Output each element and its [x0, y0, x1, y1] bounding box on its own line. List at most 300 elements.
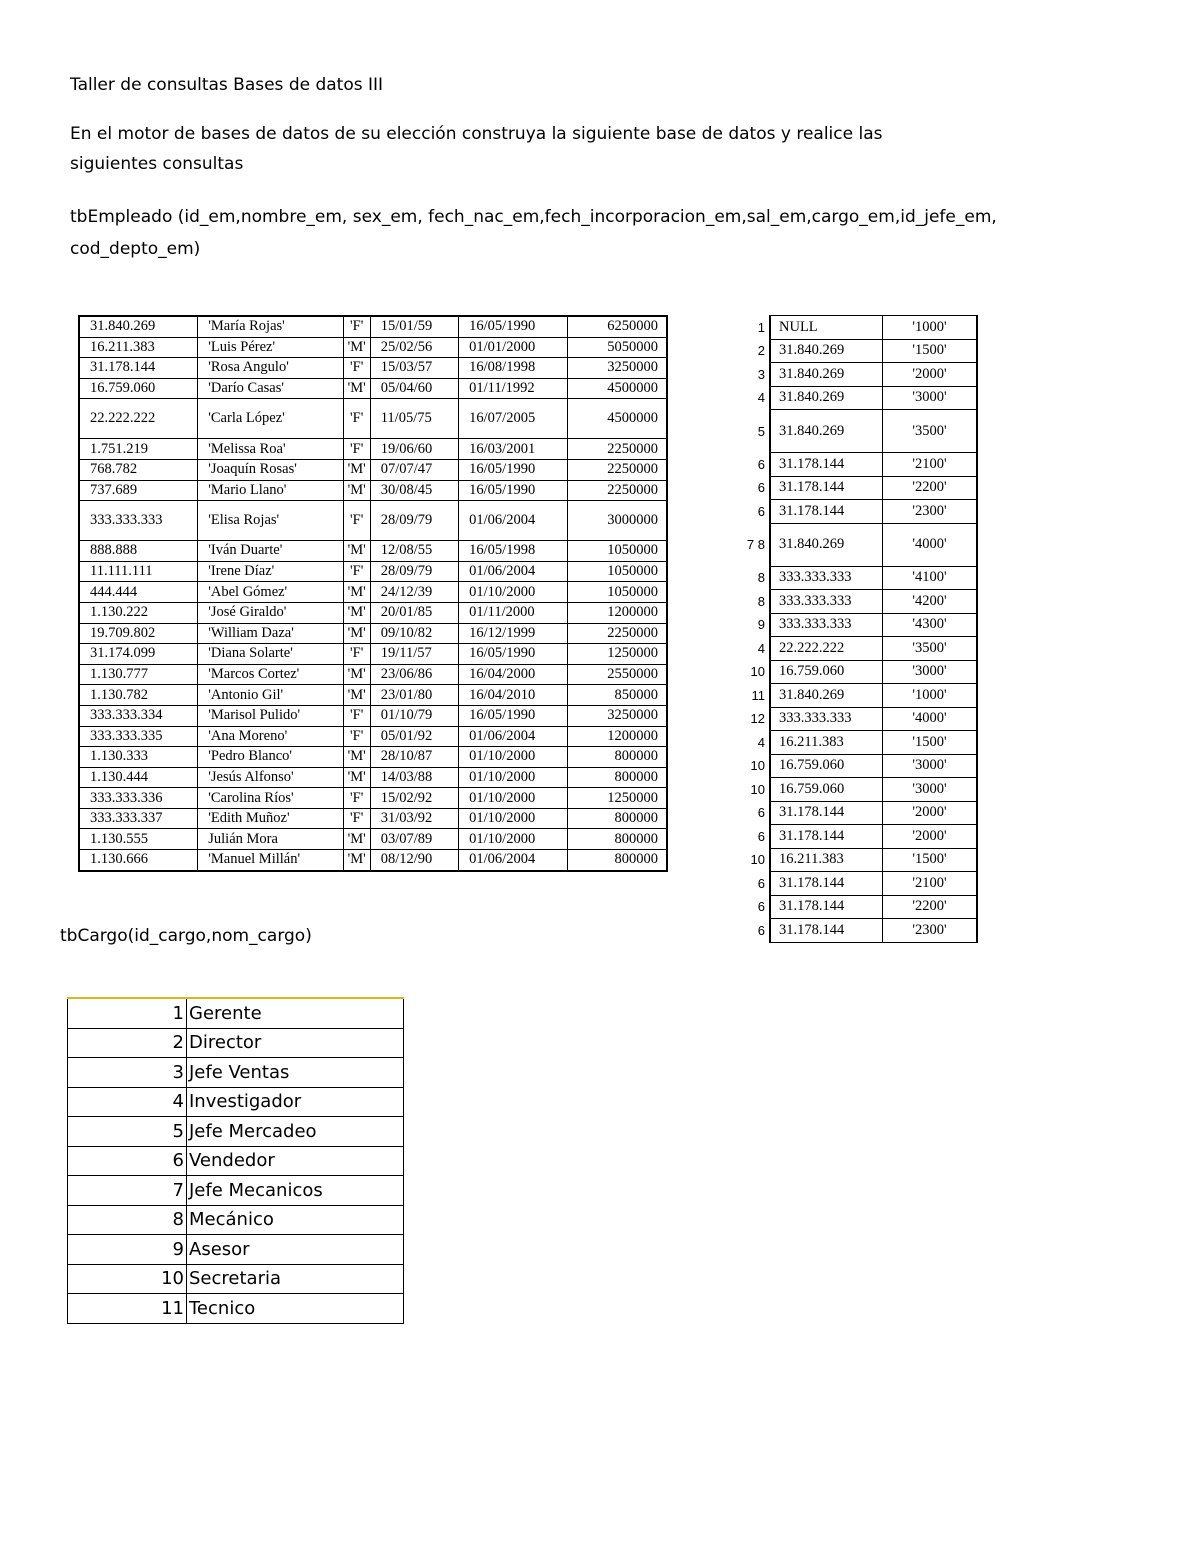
employee-relation-row	[730, 523, 977, 566]
employee-relation-row	[730, 453, 977, 477]
employee-relation-row	[730, 801, 977, 825]
employee-hire-date-cell: 01/11/1992	[459, 378, 568, 399]
employee-birthdate-cell: 05/04/60	[370, 378, 458, 399]
employee-relation-row	[730, 778, 977, 802]
employee-sex-cell: 'F'	[343, 705, 370, 726]
employee-row	[79, 623, 667, 644]
employee-birthdate-cell: 31/03/92	[370, 808, 458, 829]
employee-relation-row	[730, 476, 977, 500]
employee-relation-row	[730, 637, 977, 661]
employee-row	[79, 378, 667, 399]
employee-row	[79, 726, 667, 747]
cargo-row	[68, 1087, 404, 1117]
employee-cargo-cell: 6	[757, 805, 765, 821]
employee-relation-row	[730, 895, 977, 919]
employee-name-cell: 'María Rojas'	[198, 316, 343, 337]
employee-boss-id-cell: 31.840.269	[770, 410, 883, 453]
employee-dept-code-cell: '2200'	[883, 895, 978, 919]
employee-cargo-cell: 9	[757, 617, 765, 633]
employee-dept-code-cell: '1500'	[883, 848, 978, 872]
cargo-row	[68, 1205, 404, 1235]
employee-boss-id-cell: 16.759.060	[770, 778, 883, 802]
employee-sex-cell: 'M'	[343, 378, 370, 399]
employee-hire-date-cell: 01/10/2000	[459, 808, 568, 829]
employee-birthdate-cell: 09/10/82	[370, 623, 458, 644]
employee-name-cell: 'Carolina Ríos'	[198, 788, 343, 809]
intro-text-line-2: siguientes consultas	[70, 154, 244, 174]
employee-salary-cell: 1250000	[568, 788, 667, 809]
employee-row	[79, 459, 667, 480]
employee-schema-line-2: cod_depto_em)	[70, 239, 201, 259]
employee-cargo-cell: 6	[757, 480, 765, 496]
employee-hire-date-cell: 01/01/2000	[459, 337, 568, 358]
employee-cargo-cell: 10	[750, 664, 765, 680]
employee-hire-date-cell: 16/05/1990	[459, 316, 568, 337]
employee-row	[79, 808, 667, 829]
employee-salary-cell: 1200000	[568, 602, 667, 623]
employee-sex-cell: 'M'	[343, 850, 370, 871]
employee-cargo-cell: 10	[750, 758, 765, 774]
employee-name-cell: 'Edith Muñoz'	[198, 808, 343, 829]
employee-salary-cell: 2250000	[568, 459, 667, 480]
employee-dept-code-cell: '2300'	[883, 500, 978, 524]
employee-birthdate-cell: 23/01/80	[370, 685, 458, 706]
employee-id-cell: 1.130.782	[79, 685, 198, 706]
employee-sex-cell: 'M'	[343, 480, 370, 501]
employee-birthdate-cell: 01/10/79	[370, 705, 458, 726]
employee-table	[78, 315, 668, 872]
employee-boss-id-cell: 31.178.144	[770, 825, 883, 849]
employee-hire-date-cell: 01/11/2000	[459, 602, 568, 623]
employee-birthdate-cell: 19/06/60	[370, 439, 458, 460]
employee-cargo-cell: 6	[757, 899, 765, 915]
employee-boss-id-cell: 333.333.333	[770, 590, 883, 614]
employee-sex-cell: 'M'	[343, 685, 370, 706]
employee-cargo-cell: 12	[750, 711, 765, 727]
employee-name-cell: 'Jesús Alfonso'	[198, 767, 343, 788]
cargo-row	[68, 1058, 404, 1088]
employee-dept-code-cell: '2200'	[883, 476, 978, 500]
employee-id-cell: 22.222.222	[79, 399, 198, 439]
employee-birthdate-cell: 05/01/92	[370, 726, 458, 747]
employee-boss-id-cell: 16.759.060	[770, 660, 883, 684]
employee-hire-date-cell: 16/05/1990	[459, 459, 568, 480]
employee-boss-id-cell: NULL	[770, 316, 883, 340]
employee-row	[79, 767, 667, 788]
employee-id-cell: 31.178.144	[79, 358, 198, 379]
employee-birthdate-cell: 20/01/85	[370, 602, 458, 623]
employee-birthdate-cell: 14/03/88	[370, 767, 458, 788]
employee-name-cell: 'Elisa Rojas'	[198, 501, 343, 541]
employee-boss-id-cell: 31.840.269	[770, 363, 883, 387]
employee-boss-id-cell: 16.759.060	[770, 754, 883, 778]
employee-id-cell: 444.444	[79, 582, 198, 603]
employee-id-cell: 768.782	[79, 459, 198, 480]
employee-sex-cell: 'F'	[343, 399, 370, 439]
employee-name-cell: 'Iván Duarte'	[198, 541, 343, 562]
employee-sex-cell: 'M'	[343, 582, 370, 603]
employee-relation-row	[730, 386, 977, 410]
employee-row	[79, 316, 667, 337]
employee-id-cell: 1.130.777	[79, 664, 198, 685]
employee-cargo-cell: 7 8	[746, 537, 765, 552]
employee-birthdate-cell: 15/01/59	[370, 316, 458, 337]
employee-salary-cell: 2250000	[568, 623, 667, 644]
employee-sex-cell: 'M'	[343, 747, 370, 768]
employee-salary-cell: 2250000	[568, 439, 667, 460]
employee-birthdate-cell: 23/06/86	[370, 664, 458, 685]
employee-hire-date-cell: 01/10/2000	[459, 747, 568, 768]
employee-schema-line-1: tbEmpleado (id_em,nombre_em, sex_em, fech_nac_em,fech_incorporacion_em,sal_em,cargo_em,id_jefe_em,	[70, 207, 997, 227]
cargo-row	[68, 1235, 404, 1265]
document-title: Taller de consultas Bases de datos III	[70, 75, 384, 95]
employee-relation-row	[730, 566, 977, 590]
employee-birthdate-cell: 24/12/39	[370, 582, 458, 603]
employee-birthdate-cell: 15/02/92	[370, 788, 458, 809]
employee-cargo-cell: 6	[757, 922, 765, 938]
employee-id-cell: 11.111.111	[79, 561, 198, 582]
employee-row	[79, 602, 667, 623]
employee-salary-cell: 3250000	[568, 358, 667, 379]
cargo-id-cell: 9	[68, 1235, 187, 1265]
employee-sex-cell: 'F'	[343, 726, 370, 747]
employee-row	[79, 439, 667, 460]
employee-id-cell: 1.130.666	[79, 850, 198, 871]
employee-hire-date-cell: 16/04/2000	[459, 664, 568, 685]
employee-dept-code-cell: '4000'	[883, 523, 978, 566]
employee-salary-cell: 850000	[568, 685, 667, 706]
employee-dept-code-cell: '2000'	[883, 363, 978, 387]
employee-birthdate-cell: 25/02/56	[370, 337, 458, 358]
employee-name-cell: 'Diana Solarte'	[198, 644, 343, 665]
employee-birthdate-cell: 15/03/57	[370, 358, 458, 379]
employee-birthdate-cell: 11/05/75	[370, 399, 458, 439]
employee-relations-table	[730, 315, 978, 943]
employee-cargo-cell: 4	[757, 390, 765, 406]
cargo-id-cell: 4	[68, 1087, 187, 1117]
employee-cargo-cell: 4	[757, 734, 765, 750]
employee-birthdate-cell: 08/12/90	[370, 850, 458, 871]
employee-sex-cell: 'F'	[343, 439, 370, 460]
employee-boss-id-cell: 31.178.144	[770, 500, 883, 524]
cargo-id-cell: 6	[68, 1146, 187, 1176]
employee-boss-id-cell: 31.178.144	[770, 919, 883, 943]
employee-name-cell: 'Rosa Angulo'	[198, 358, 343, 379]
employee-boss-id-cell: 31.178.144	[770, 801, 883, 825]
intro-text-line-1: En el motor de bases de datos de su elección construya la siguiente base de datos y realice las	[70, 124, 883, 144]
employee-row	[79, 561, 667, 582]
employee-boss-id-cell: 333.333.333	[770, 613, 883, 637]
employee-relation-row	[730, 872, 977, 896]
cargo-name-cell: Vendedor	[187, 1146, 404, 1176]
employee-salary-cell: 3250000	[568, 705, 667, 726]
cargo-row	[68, 1028, 404, 1058]
cargo-row	[68, 998, 404, 1028]
employee-boss-id-cell: 31.840.269	[770, 684, 883, 708]
employee-dept-code-cell: '3000'	[883, 754, 978, 778]
employee-hire-date-cell: 16/05/1990	[459, 480, 568, 501]
employee-sex-cell: 'F'	[343, 358, 370, 379]
employee-birthdate-cell: 28/10/87	[370, 747, 458, 768]
employee-salary-cell: 800000	[568, 850, 667, 871]
employee-id-cell: 16.759.060	[79, 378, 198, 399]
employee-relation-row	[730, 363, 977, 387]
employee-relation-row	[730, 731, 977, 755]
employee-salary-cell: 800000	[568, 829, 667, 850]
employee-relation-row	[730, 848, 977, 872]
employee-hire-date-cell: 01/10/2000	[459, 767, 568, 788]
employee-row	[79, 747, 667, 768]
employee-name-cell: 'Pedro Blanco'	[198, 747, 343, 768]
employee-dept-code-cell: '4300'	[883, 613, 978, 637]
employee-boss-id-cell: 31.840.269	[770, 339, 883, 363]
employee-dept-code-cell: '3000'	[883, 660, 978, 684]
employee-row	[79, 541, 667, 562]
employee-relation-row	[730, 410, 977, 453]
employee-name-cell: Julián Mora	[198, 829, 343, 850]
employee-cargo-cell: 11	[751, 687, 765, 703]
employee-sex-cell: 'F'	[343, 808, 370, 829]
employee-row	[79, 399, 667, 439]
employee-relation-row	[730, 339, 977, 363]
employee-dept-code-cell: '2300'	[883, 919, 978, 943]
employee-dept-code-cell: '3000'	[883, 778, 978, 802]
employee-cargo-cell: 6	[757, 503, 765, 519]
employee-relation-row	[730, 590, 977, 614]
employee-salary-cell: 5050000	[568, 337, 667, 358]
employee-salary-cell: 1250000	[568, 644, 667, 665]
employee-row	[79, 337, 667, 358]
employee-id-cell: 31.840.269	[79, 316, 198, 337]
employee-cargo-cell: 1	[757, 319, 765, 335]
employee-id-cell: 333.333.333	[79, 501, 198, 541]
employee-name-cell: 'José Giraldo'	[198, 602, 343, 623]
employee-birthdate-cell: 19/11/57	[370, 644, 458, 665]
employee-id-cell: 1.130.555	[79, 829, 198, 850]
employee-dept-code-cell: '4100'	[883, 566, 978, 590]
cargo-name-cell: Director	[187, 1028, 404, 1058]
employee-cargo-cell: 8	[757, 593, 765, 609]
employee-relation-row	[730, 613, 977, 637]
employee-cargo-cell: 3	[757, 366, 765, 382]
employee-name-cell: 'Melissa Roa'	[198, 439, 343, 460]
employee-sex-cell: 'F'	[343, 561, 370, 582]
employee-row	[79, 501, 667, 541]
employee-hire-date-cell: 01/06/2004	[459, 726, 568, 747]
employee-sex-cell: 'M'	[343, 767, 370, 788]
employee-hire-date-cell: 16/03/2001	[459, 439, 568, 460]
employee-dept-code-cell: '1000'	[883, 316, 978, 340]
employee-boss-id-cell: 16.211.383	[770, 848, 883, 872]
employee-relation-row	[730, 316, 977, 340]
employee-sex-cell: 'M'	[343, 337, 370, 358]
cargo-id-cell: 2	[68, 1028, 187, 1058]
employee-name-cell: 'Joaquín Rosas'	[198, 459, 343, 480]
employee-hire-date-cell: 16/04/2010	[459, 685, 568, 706]
employee-row	[79, 582, 667, 603]
employee-dept-code-cell: '1500'	[883, 339, 978, 363]
employee-hire-date-cell: 01/06/2004	[459, 501, 568, 541]
employee-id-cell: 1.130.333	[79, 747, 198, 768]
employee-relation-row	[730, 500, 977, 524]
employee-id-cell: 1.751.219	[79, 439, 198, 460]
cargo-row	[68, 1176, 404, 1206]
employee-salary-cell: 6250000	[568, 316, 667, 337]
employee-sex-cell: 'M'	[343, 602, 370, 623]
employee-dept-code-cell: '3000'	[883, 386, 978, 410]
employee-relation-row	[730, 684, 977, 708]
employee-salary-cell: 2250000	[568, 480, 667, 501]
employee-hire-date-cell: 01/06/2004	[459, 850, 568, 871]
employee-birthdate-cell: 12/08/55	[370, 541, 458, 562]
employee-cargo-cell: 4	[757, 640, 765, 656]
employee-boss-id-cell: 31.178.144	[770, 453, 883, 477]
employee-row	[79, 850, 667, 871]
cargo-id-cell: 11	[68, 1294, 187, 1324]
employee-boss-id-cell: 22.222.222	[770, 637, 883, 661]
employee-boss-id-cell: 31.178.144	[770, 872, 883, 896]
cargo-name-cell: Investigador	[187, 1087, 404, 1117]
employee-id-cell: 16.211.383	[79, 337, 198, 358]
employee-relation-row	[730, 825, 977, 849]
employee-name-cell: 'Darío Casas'	[198, 378, 343, 399]
employee-cargo-cell: 6	[757, 828, 765, 844]
employee-cargo-cell: 2	[757, 343, 765, 359]
employee-sex-cell: 'F'	[343, 644, 370, 665]
employee-cargo-cell: 5	[757, 423, 765, 439]
employee-id-cell: 333.333.336	[79, 788, 198, 809]
employee-hire-date-cell: 01/10/2000	[459, 829, 568, 850]
employee-name-cell: 'Luis Pérez'	[198, 337, 343, 358]
employee-boss-id-cell: 31.840.269	[770, 386, 883, 410]
employee-dept-code-cell: '1000'	[883, 684, 978, 708]
employee-id-cell: 1.130.444	[79, 767, 198, 788]
employee-hire-date-cell: 01/06/2004	[459, 561, 568, 582]
cargo-row	[68, 1264, 404, 1294]
cargo-name-cell: Tecnico	[187, 1294, 404, 1324]
employee-sex-cell: 'M'	[343, 459, 370, 480]
cargo-name-cell: Jefe Mecanicos	[187, 1176, 404, 1206]
employee-dept-code-cell: '3500'	[883, 410, 978, 453]
cargo-name-cell: Gerente	[187, 998, 404, 1028]
employee-sex-cell: 'M'	[343, 541, 370, 562]
employee-birthdate-cell: 03/07/89	[370, 829, 458, 850]
employee-sex-cell: 'M'	[343, 829, 370, 850]
employee-id-cell: 888.888	[79, 541, 198, 562]
employee-relation-row	[730, 660, 977, 684]
employee-row	[79, 644, 667, 665]
employee-birthdate-cell: 28/09/79	[370, 561, 458, 582]
employee-hire-date-cell: 16/07/2005	[459, 399, 568, 439]
employee-dept-code-cell: '4200'	[883, 590, 978, 614]
employee-name-cell: 'Irene Díaz'	[198, 561, 343, 582]
employee-sex-cell: 'F'	[343, 788, 370, 809]
employee-name-cell: 'Carla López'	[198, 399, 343, 439]
employee-id-cell: 1.130.222	[79, 602, 198, 623]
employee-salary-cell: 1050000	[568, 541, 667, 562]
employee-dept-code-cell: '2000'	[883, 801, 978, 825]
employee-hire-date-cell: 01/10/2000	[459, 582, 568, 603]
employee-salary-cell: 800000	[568, 747, 667, 768]
employee-salary-cell: 3000000	[568, 501, 667, 541]
cargo-id-cell: 5	[68, 1117, 187, 1147]
employee-boss-id-cell: 333.333.333	[770, 707, 883, 731]
cargo-id-cell: 3	[68, 1058, 187, 1088]
cargo-row	[68, 1294, 404, 1324]
cargo-id-cell: 8	[68, 1205, 187, 1235]
employee-boss-id-cell: 16.211.383	[770, 731, 883, 755]
employee-name-cell: 'Manuel Millán'	[198, 850, 343, 871]
cargo-schema-title: tbCargo(id_cargo,nom_cargo)	[60, 926, 312, 946]
employee-cargo-cell: 6	[757, 875, 765, 891]
employee-hire-date-cell: 16/05/1998	[459, 541, 568, 562]
employee-name-cell: 'Abel Gómez'	[198, 582, 343, 603]
employee-sex-cell: 'F'	[343, 501, 370, 541]
employee-dept-code-cell: '2100'	[883, 872, 978, 896]
employee-relation-row	[730, 707, 977, 731]
employee-boss-id-cell: 31.840.269	[770, 523, 883, 566]
employee-dept-code-cell: '2000'	[883, 825, 978, 849]
cargo-table	[67, 997, 404, 1324]
employee-sex-cell: 'M'	[343, 664, 370, 685]
cargo-row	[68, 1146, 404, 1176]
employee-salary-cell: 800000	[568, 767, 667, 788]
employee-id-cell: 333.333.334	[79, 705, 198, 726]
employee-salary-cell: 1050000	[568, 582, 667, 603]
employee-salary-cell: 2550000	[568, 664, 667, 685]
employee-cargo-cell: 10	[750, 852, 765, 868]
employee-id-cell: 737.689	[79, 480, 198, 501]
employee-name-cell: 'Marcos Cortez'	[198, 664, 343, 685]
employee-id-cell: 333.333.337	[79, 808, 198, 829]
cargo-name-cell: Jefe Mercadeo	[187, 1117, 404, 1147]
employee-cargo-cell: 6	[757, 456, 765, 472]
employee-boss-id-cell: 31.178.144	[770, 476, 883, 500]
employee-hire-date-cell: 16/05/1990	[459, 705, 568, 726]
employee-id-cell: 31.174.099	[79, 644, 198, 665]
employee-salary-cell: 1050000	[568, 561, 667, 582]
cargo-id-cell: 1	[68, 998, 187, 1028]
employee-birthdate-cell: 30/08/45	[370, 480, 458, 501]
cargo-id-cell: 7	[68, 1176, 187, 1206]
employee-row	[79, 664, 667, 685]
employee-salary-cell: 1200000	[568, 726, 667, 747]
employee-birthdate-cell: 07/07/47	[370, 459, 458, 480]
employee-row	[79, 829, 667, 850]
employee-row	[79, 685, 667, 706]
employee-salary-cell: 4500000	[568, 399, 667, 439]
employee-id-cell: 19.709.802	[79, 623, 198, 644]
cargo-id-cell: 10	[68, 1264, 187, 1294]
employee-relation-row	[730, 754, 977, 778]
employee-name-cell: 'Marisol Pulido'	[198, 705, 343, 726]
employee-hire-date-cell: 01/10/2000	[459, 788, 568, 809]
employee-hire-date-cell: 16/08/1998	[459, 358, 568, 379]
employee-row	[79, 705, 667, 726]
employee-boss-id-cell: 31.178.144	[770, 895, 883, 919]
employee-cargo-cell: 8	[757, 570, 765, 586]
cargo-name-cell: Mecánico	[187, 1205, 404, 1235]
cargo-name-cell: Secretaria	[187, 1264, 404, 1294]
employee-hire-date-cell: 16/05/1990	[459, 644, 568, 665]
cargo-name-cell: Asesor	[187, 1235, 404, 1265]
employee-birthdate-cell: 28/09/79	[370, 501, 458, 541]
employee-relation-row	[730, 919, 977, 943]
cargo-row	[68, 1117, 404, 1147]
cargo-name-cell: Jefe Ventas	[187, 1058, 404, 1088]
employee-id-cell: 333.333.335	[79, 726, 198, 747]
employee-dept-code-cell: '4000'	[883, 707, 978, 731]
